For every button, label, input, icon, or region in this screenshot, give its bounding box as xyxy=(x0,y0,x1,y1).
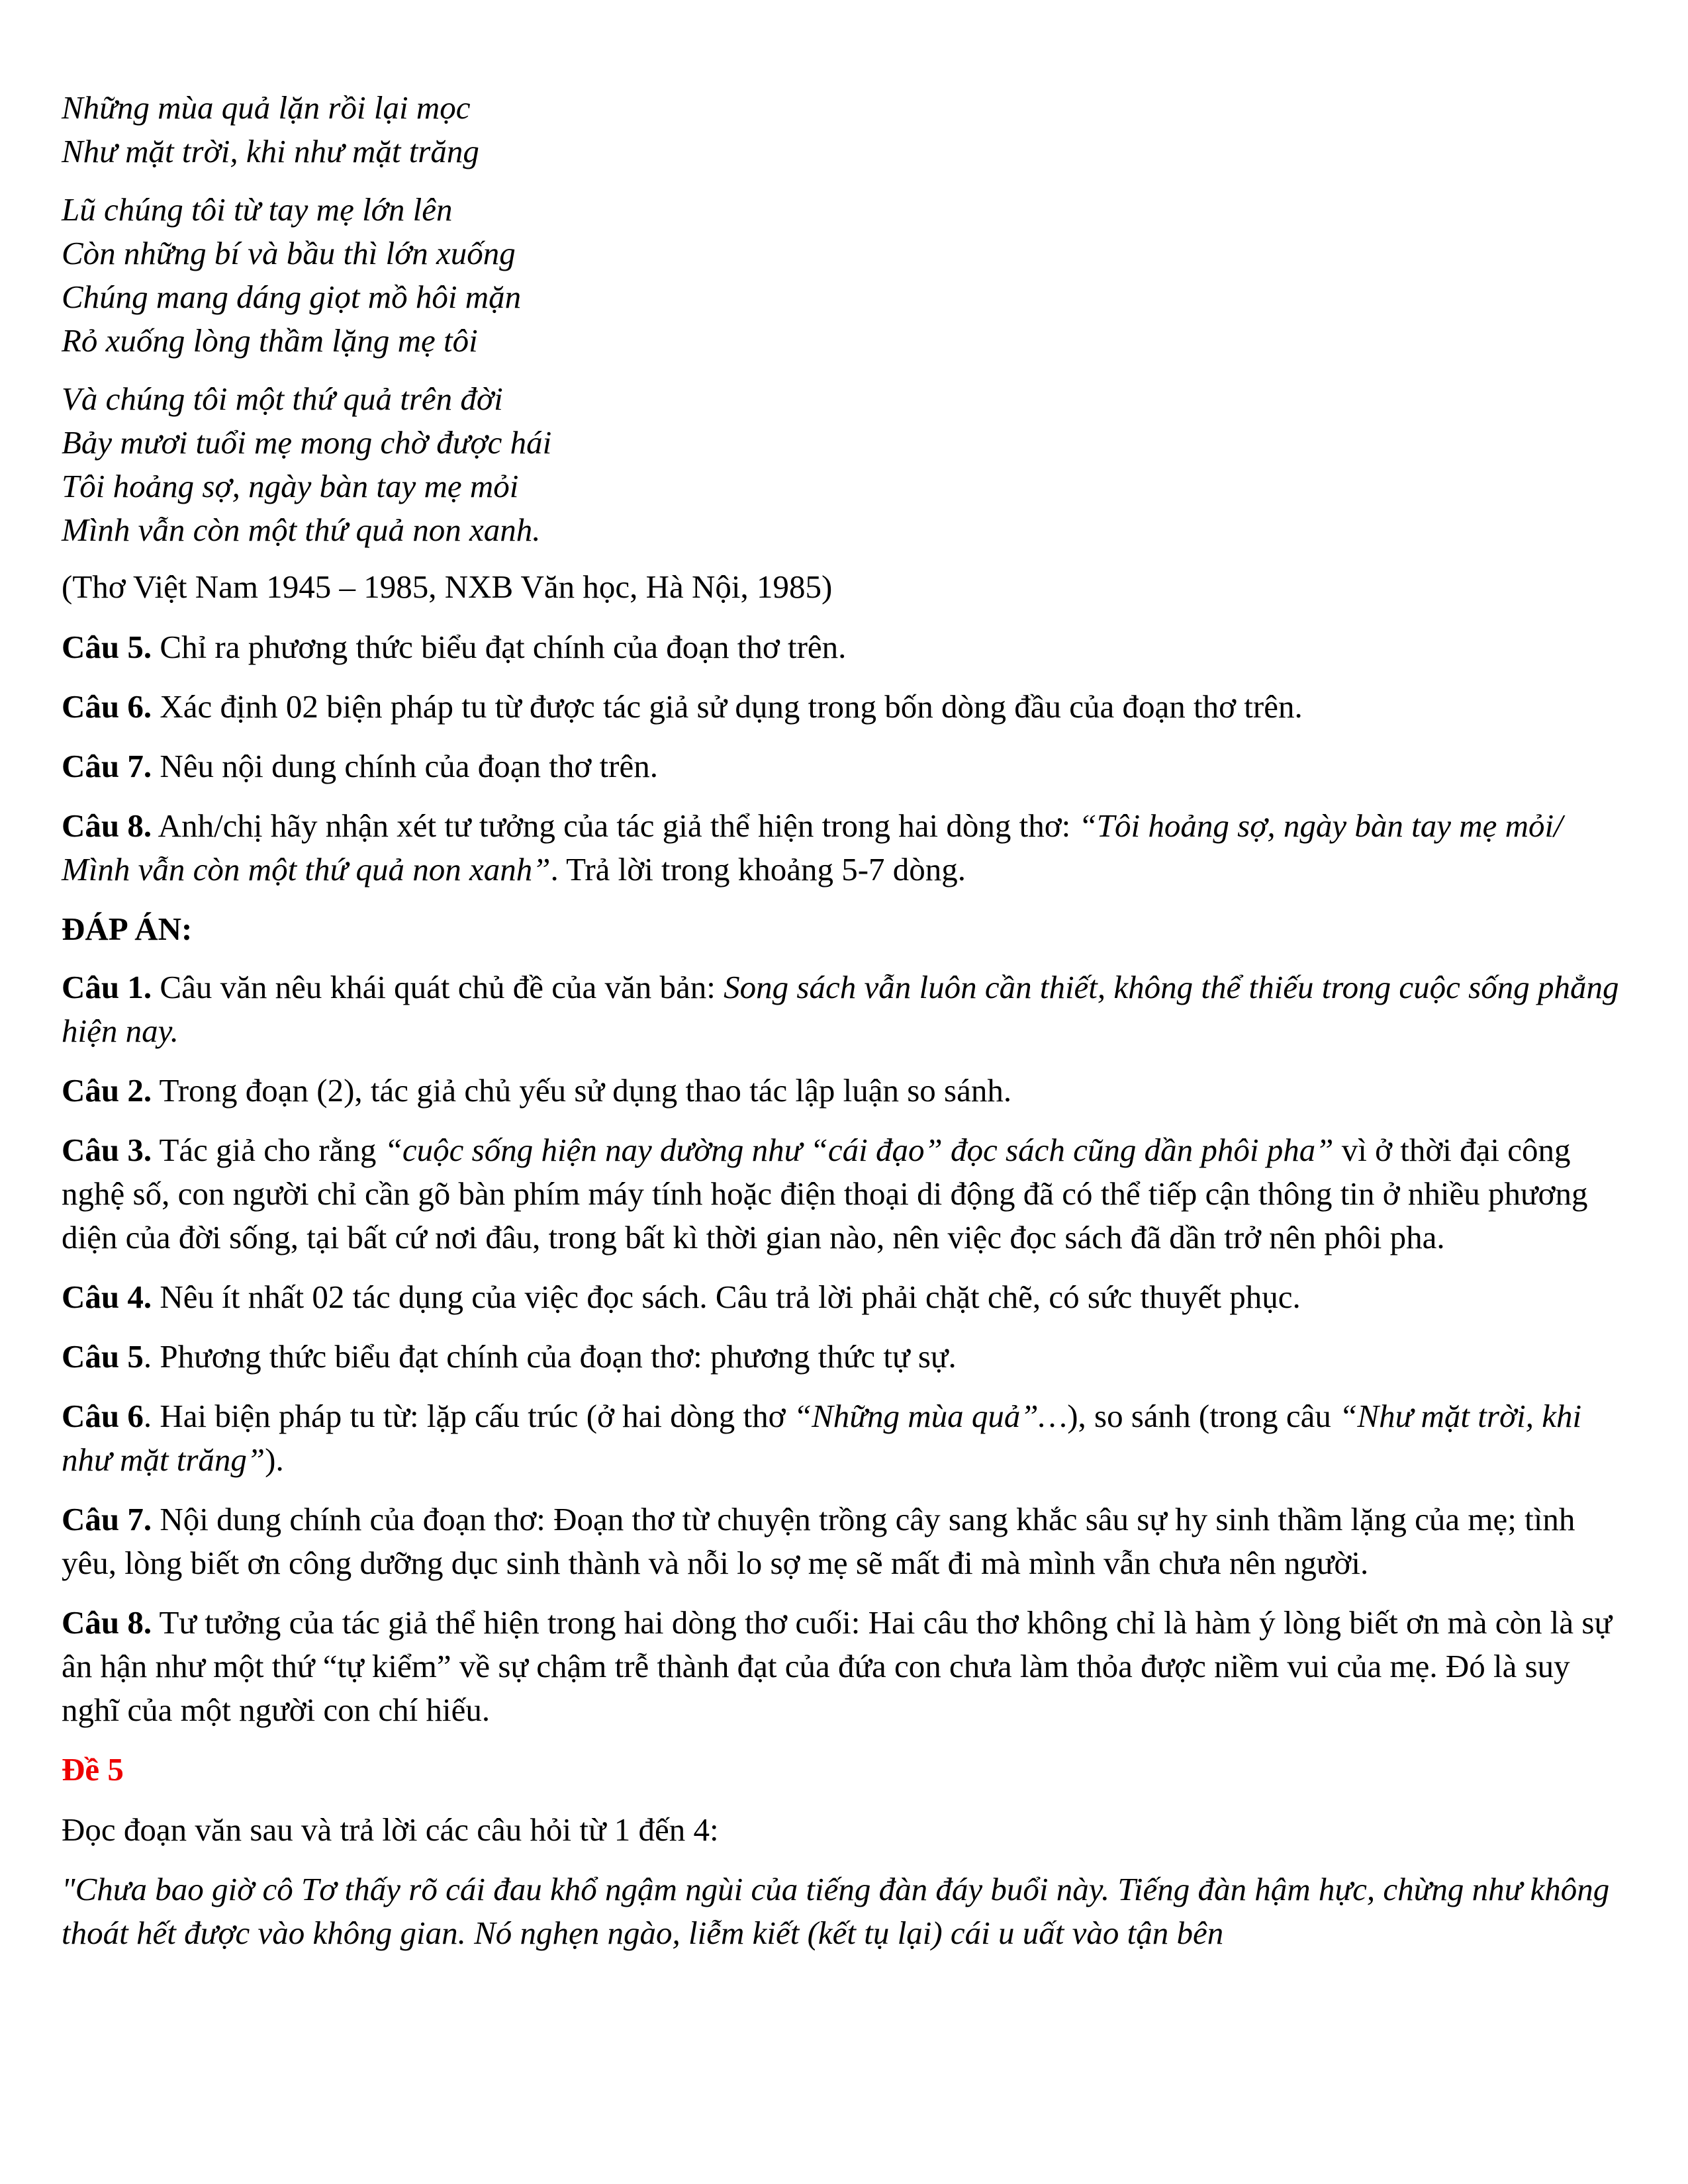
question-text: Chỉ ra phương thức biểu đạt chính của đoạn thơ trên. xyxy=(152,629,847,665)
poem-line: Còn những bí và bầu thì lớn xuống xyxy=(62,235,516,271)
answer-label: Câu 4. xyxy=(62,1279,152,1315)
poem-line: Bảy mươi tuổi mẹ mong chờ được hái xyxy=(62,424,552,461)
answer-6 xyxy=(62,1394,1630,1482)
question-text: Anh/chị hãy nhận xét tư tưởng của tác giả thể hiện trong hai dòng thơ: xyxy=(152,807,1079,844)
excerpt-text: "Chưa bao giờ cô Tơ thấy rõ cái đau khổ ngậm ngùi của tiếng đàn đáy buổi này. Tiếng đàn hậm hực, chừng như không thoát hết được vào không gian. Nó nghẹn ngào, liễm kiết (kết tụ lại) cái u uất vào tận bên xyxy=(62,1871,1610,1951)
page-content xyxy=(62,86,1630,1972)
answers-heading: ĐÁP ÁN: xyxy=(62,911,193,947)
poem-stanza-1 xyxy=(62,86,1630,173)
question-label: Câu 8. xyxy=(62,807,152,844)
answer-4 xyxy=(62,1275,1630,1319)
question-text: Nêu nội dung chính của đoạn thơ trên. xyxy=(152,748,658,784)
answer-text: Câu văn nêu khái quát chủ đề của văn bản: xyxy=(152,969,724,1005)
poem-stanza-2 xyxy=(62,188,1630,363)
poem-line: Mình vẫn còn một thứ quả non xanh. xyxy=(62,512,541,548)
poem-source: (Thơ Việt Nam 1945 – 1985, NXB Văn học, Hà Nội, 1985) xyxy=(62,569,833,605)
question-7 xyxy=(62,745,1630,788)
poem-line: Chúng mang dáng giọt mồ hôi mặn xyxy=(62,279,522,315)
question-label: Câu 5. xyxy=(62,629,152,665)
answer-text: Tư tưởng của tác giả thể hiện trong hai dòng thơ cuối: Hai câu thơ không chỉ là hàm ý lòng biết ơn mà còn là sự ân hận như một thứ “tự kiểm” về sự chậm trễ thành đạt của đứa con chưa làm thỏa được niềm vui của mẹ. Đó là suy nghĩ của một người con chí hiếu. xyxy=(62,1604,1613,1728)
answer-1 xyxy=(62,966,1630,1053)
poem-line: Rỏ xuống lòng thầm lặng mẹ tôi xyxy=(62,322,478,359)
section-title-de-5: Đề 5 xyxy=(62,1751,124,1788)
answer-tail: ). xyxy=(265,1441,284,1478)
question-6 xyxy=(62,685,1630,729)
section-instruction: Đọc đoạn văn sau và trả lời các câu hỏi từ 1 đến 4: xyxy=(62,1811,719,1848)
question-quote: “Tôi hoảng sợ, ngày bàn tay mẹ mỏi/ Mình vẫn còn một thứ quả non xanh” xyxy=(62,807,1563,887)
question-5 xyxy=(62,625,1630,669)
answer-text: . Phương thức biểu đạt chính của đoạn thơ: phương thức tự sự. xyxy=(143,1338,957,1375)
poem-line: Tôi hoảng sợ, ngày bàn tay mẹ mỏi xyxy=(62,468,519,504)
answer-label: Câu 8. xyxy=(62,1604,152,1641)
answer-2 xyxy=(62,1069,1630,1113)
answer-quote: “Những mùa quả”… xyxy=(793,1398,1068,1434)
answer-text: Nội dung chính của đoạn thơ: Đoạn thơ từ chuyện trồng cây sang khắc sâu sự hy sinh thầm lặng của mẹ; tình yêu, lòng biết ơn công dưỡng dục sinh thành và nỗi lo sợ mẹ sẽ mất đi mà mình vẫn chưa nên người. xyxy=(62,1501,1575,1581)
answer-label: Câu 7. xyxy=(62,1501,152,1537)
answer-text-mid: ), so sánh (trong câu xyxy=(1067,1398,1340,1434)
answer-label: Câu 6 xyxy=(62,1398,144,1434)
question-label: Câu 7. xyxy=(62,748,152,784)
answer-8 xyxy=(62,1601,1630,1732)
answer-quote: Song sách vẫn luôn cần thiết, không thể thiếu trong cuộc sống phẳng hiện nay. xyxy=(62,969,1619,1049)
answer-label: Câu 1. xyxy=(62,969,152,1005)
answer-3 xyxy=(62,1128,1630,1259)
answer-label: Câu 5 xyxy=(62,1338,144,1375)
answer-7 xyxy=(62,1498,1630,1585)
question-label: Câu 6. xyxy=(62,688,152,725)
answer-text: Trong đoạn (2), tác giả chủ yếu sử dụng thao tác lập luận so sánh. xyxy=(152,1072,1012,1109)
answer-text: Nêu ít nhất 02 tác dụng của việc đọc sách. Câu trả lời phải chặt chẽ, có sức thuyết phục. xyxy=(152,1279,1301,1315)
answer-tail: vì ở thời đại công nghệ số, con người chỉ cần gõ bàn phím máy tính hoặc điện thoại di động đã có thể tiếp cận thông tin ở nhiều phương diện của đời sống, tại bất cứ nơi đâu, trong bất kì thời gian nào, nên việc đọc sách đã dần trở nên phôi pha. xyxy=(62,1132,1588,1255)
poem-line: Những mùa quả lặn rồi lại mọc xyxy=(62,89,471,126)
answer-text: . Hai biện pháp tu từ: lặp cấu trúc (ở hai dòng thơ xyxy=(143,1398,794,1434)
question-text: Xác định 02 biện pháp tu từ được tác giả sử dụng trong bốn dòng đầu của đoạn thơ trên. xyxy=(152,688,1303,725)
answer-quote: “cuộc sống hiện nay dường như “cái đạo” đọc sách cũng dần phôi pha” xyxy=(384,1132,1334,1168)
poem-line: Như mặt trời, khi như mặt trăng xyxy=(62,133,479,169)
answer-label: Câu 3. xyxy=(62,1132,152,1168)
poem-line: Và chúng tôi một thứ quả trên đời xyxy=(62,381,503,417)
answer-label: Câu 2. xyxy=(62,1072,152,1109)
poem-stanza-3 xyxy=(62,377,1630,552)
poem-line: Lũ chúng tôi từ tay mẹ lớn lên xyxy=(62,191,453,228)
question-tail: . Trả lời trong khoảng 5-7 dòng. xyxy=(550,851,966,887)
question-8 xyxy=(62,804,1630,891)
answer-text: Tác giả cho rằng xyxy=(152,1132,385,1168)
answer-5 xyxy=(62,1335,1630,1379)
answer-quote: “Như mặt trời, khi như mặt trăng” xyxy=(62,1398,1582,1478)
